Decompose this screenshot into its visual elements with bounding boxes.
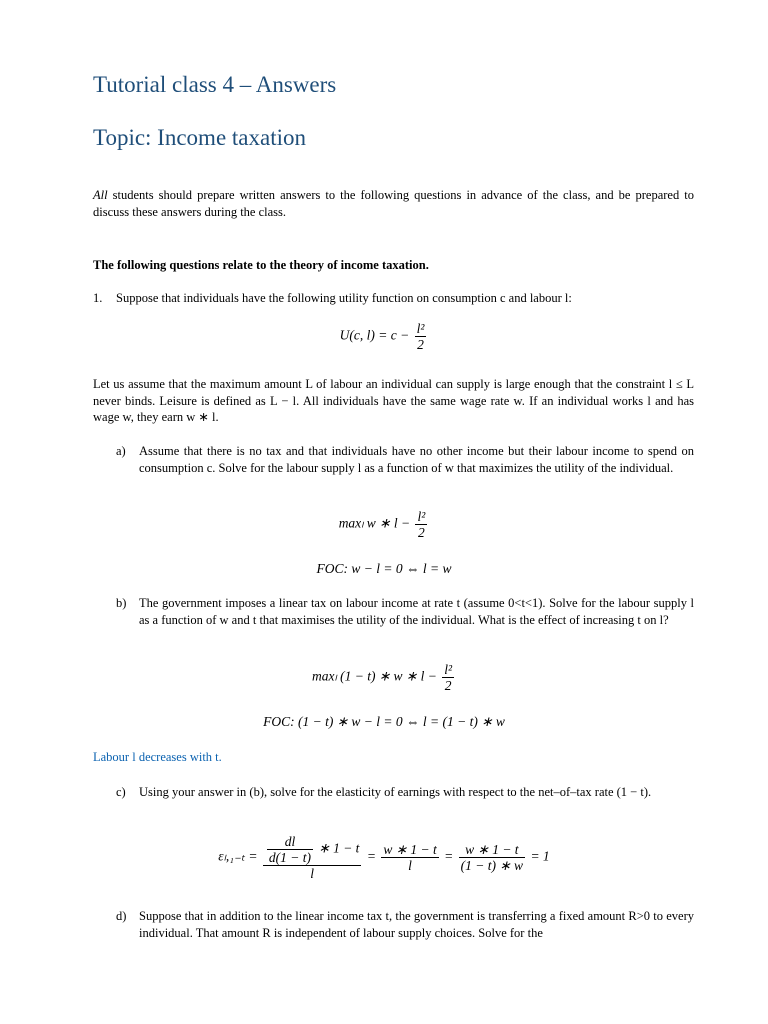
part-c-text: Using your answer in (b), solve for the elasticity of earnings with respect to the net–of–tax rate (1 − t). [139,785,652,799]
topic-heading: Topic: Income taxation [93,125,306,150]
part-d-text: Suppose that in addition to the linear income tax t, the government is transferring a fixed amount R>0 to every individual. That amount R is independent of labour supply choices. Solve for the [139,909,694,940]
document-title: Tutorial class 4 – Answers [93,72,337,97]
intro-rest: students should prepare written answers to the following questions in advance of the class, and be prepared to discuss these answers during the class. [93,188,694,219]
elasticity-equation: εₗ,₁₋ₜ = $\frac{dl}{d(1 - t)}$ ∗ 1 − t l = $\frac{w ∗ 1 - t}{l}$ = $\frac{w ∗ 1 - t}{(1 - t) ∗ w}$ = 1 [218,834,550,881]
part-b-label: b) [116,596,127,610]
part-b-answer: Labour l decreases with t. [93,750,222,764]
part-b-max-equation: maxₗ (1 − t) ∗ w ∗ l − $\frac{\text{l²}}{2}$ [311,662,452,693]
intro-lead: All [93,188,108,202]
question-number: 1. [93,291,103,305]
assumption-paragraph: Let us assume that the maximum amount L of labour an individual can supply is large enough that the constraint l ≤ L never binds. Leisure is defined as L − l. All individuals have the same wage rate w. If an individual works l and has wage w, they earn w ∗ l. [93,377,694,424]
part-a-label: a) [116,444,126,458]
utility-equation: U(c, l) = c − $\frac{\text{l²}}{2}$ [339,321,425,352]
part-a-max-equation: maxₗ w ∗ l − $\frac{\text{l²}}{2}$ [338,509,426,540]
part-d-label: d) [116,909,127,923]
part-b-foc: FOC: (1 − t) ∗ w − l = 0 ⇔ l = (1 − t) ∗ w [263,714,505,729]
section-heading: The following questions relate to the theory of income taxation. [93,258,429,272]
part-a-foc: FOC: w − l = 0 ⇔ l = w [316,561,452,576]
part-b-text: The government imposes a linear tax on labour income at rate t (assume 0<t<1). Solve for the labour supply l as a function of w and t that maximises the utility of the individual. What is the effect of increasing t on l? [139,596,694,627]
question-text: Suppose that individuals have the following utility function on consumption c and labour l: [116,291,572,305]
part-c-label: c) [116,785,126,799]
intro-paragraph [93,187,694,220]
part-a-text: Assume that there is no tax and that individuals have no other income but their labour income to spend on consumption c. Solve for the labour supply l as a function of w that maximizes the utility of the individual. [139,444,694,475]
